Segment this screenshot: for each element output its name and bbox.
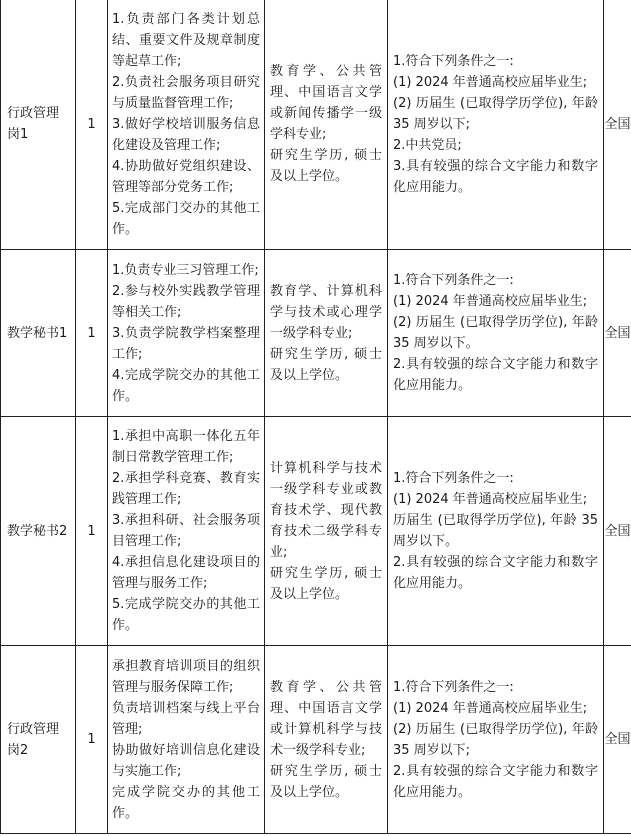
duties-cell: [108, 417, 265, 646]
duty-line: 1.负责专业三习管理工作;: [112, 262, 259, 278]
headcount-cell: 1: [76, 0, 108, 250]
duty-line: 完成学院交办的其他工作。: [112, 784, 260, 821]
major-line: 研究生学历, 硕士及以上学位。: [270, 148, 382, 184]
duty-line: 3.承担科研、社会服务项目管理工作;: [112, 513, 260, 549]
duty-line: 2.负责社会服务项目研究与质量监督管理工作;: [112, 74, 260, 111]
table-row: [1, 646, 631, 834]
major-line: 计算机科学与技术一级学科专业或教育技术学、现代教育技术二级学科专业;: [270, 460, 382, 560]
scope-cell: 全国: [604, 250, 631, 417]
duty-line: 1.承担中高职一体化五年制日常教学管理工作;: [112, 429, 260, 465]
condition-line: (1) 2024 年普通高校应届毕业生;: [393, 492, 588, 507]
condition-line: (1) 2024 年普通高校应届毕业生;: [393, 700, 588, 716]
condition-line: 1.符合下列条件之一:: [393, 273, 514, 288]
duty-line: 协助做好培训信息化建设与实施工作;: [112, 742, 260, 779]
scope-cell: 全国: [604, 646, 631, 834]
condition-line: (2) 历届生 (已取得学历学位), 年龄 35 周岁以下;: [393, 95, 598, 132]
headcount-cell: 1: [76, 417, 108, 646]
duty-line: 负责培训档案与线上平台管理;: [112, 700, 260, 737]
duty-line: 5.完成学院交办的其他工作。: [112, 597, 260, 633]
major-cell: [265, 0, 388, 250]
duties-cell: [108, 250, 265, 417]
duty-line: 5.完成部门交办的其他工作。: [112, 200, 260, 237]
headcount-cell: 1: [76, 250, 108, 417]
headcount-cell: 1: [76, 646, 108, 834]
conditions-cell: [388, 646, 604, 834]
condition-line: 1.符合下列条件之一:: [393, 53, 514, 69]
duty-line: 3.负责学院教学档案整理工作;: [112, 325, 260, 362]
condition-line: 1.符合下列条件之一:: [393, 471, 514, 486]
duty-line: 2.承担学科竞赛、教育实践管理工作;: [112, 471, 260, 507]
duty-line: 4.协助做好党组织建设、管理等部分党务工作;: [112, 158, 260, 195]
major-line: 教育学、公共管理、中国语言文学或计算机科学与技术一级学科专业;: [270, 679, 382, 758]
condition-line: (2) 历届生 (已取得学历学位), 年龄 35 周岁以下。: [393, 315, 598, 351]
duty-line: 4.完成学院交办的其他工作。: [112, 367, 260, 404]
major-line: 研究生学历, 硕士及以上学位。: [270, 346, 382, 383]
condition-line: (1) 2024 年普通高校应届毕业生;: [393, 74, 588, 90]
conditions-cell: [388, 250, 604, 417]
post-name-cell: 教学秘书1: [1, 250, 76, 417]
condition-line: 3.具有较强的综合文字能力和数字化应用能力。: [393, 158, 598, 195]
condition-line: 1.符合下列条件之一:: [393, 679, 514, 695]
condition-line: (1) 2024 年普通高校应届毕业生;: [393, 294, 588, 309]
condition-line: (2) 历届生 (已取得学历学位), 年龄 35 周岁以下;: [393, 721, 598, 758]
major-line: 研究生学历, 硕士及以上学位。: [270, 565, 382, 602]
scope-cell: 全国: [604, 0, 631, 250]
post-name-cell: 教学秘书2: [1, 417, 76, 646]
conditions-cell: [388, 417, 604, 646]
duty-line: 承担教育培训项目的组织管理与服务保障工作;: [112, 658, 260, 695]
table-row: [1, 417, 631, 646]
duty-line: 3.做好学校培训服务信息化建设及管理工作;: [112, 116, 260, 153]
condition-line: 历届生 (已取得学历学位), 年龄 35 周岁以下。: [393, 513, 598, 549]
duties-cell: [108, 0, 265, 250]
major-line: 研究生学历, 硕士及以上学位。: [270, 763, 382, 800]
major-line: 教育学、公共管理、中国语言文学或新闻传播学一级学科专业;: [270, 64, 382, 142]
condition-line: 2.具有较强的综合文字能力和数字化应用能力。: [393, 555, 598, 591]
duty-line: 1.负责部门各类计划总结、重要文件及规章制度等起草工作;: [112, 11, 260, 69]
post-name-cell: 行政管理岗2: [1, 646, 76, 834]
post-name-cell: 行政管理岗1: [1, 0, 76, 250]
condition-line: 2.中共党员;: [393, 137, 462, 153]
condition-line: 2.具有较强的综合文字能力和数字化应用能力。: [393, 763, 598, 800]
scope-cell: 全国: [604, 417, 631, 646]
conditions-cell: [388, 0, 604, 250]
major-cell: [265, 417, 388, 646]
duty-line: 4.承担信息化建设项目的管理与服务工作;: [112, 555, 260, 591]
duty-line: 2.参与校外实践教学管理等相关工作;: [112, 283, 260, 320]
duties-cell: [108, 646, 265, 834]
major-cell: [265, 250, 388, 417]
major-cell: [265, 646, 388, 834]
table-row: [1, 0, 631, 250]
major-line: 教育学、计算机科学与技术或心理学一级学科专业;: [270, 283, 382, 341]
condition-line: 2.具有较强的综合文字能力和数字化应用能力。: [393, 357, 598, 393]
table-row: [1, 250, 631, 417]
